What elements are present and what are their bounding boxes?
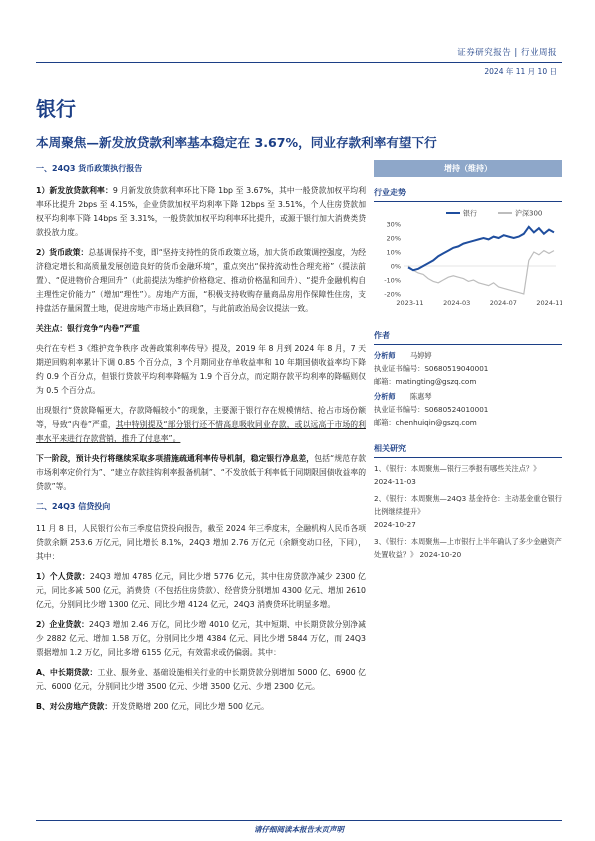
- cert-number: S0680519040001: [424, 364, 489, 373]
- text-loan-rate: 9 月新发放贷款利率环比下降 1bp 至 3.67%，其中一般贷款加权平均利率环比提升 2bps 至 4.15%，企业贷款加权平均利率下降 12bps 至 3.51%，个人住房贷款加权平均利率下降 14bps 至 3.31%，一般贷款加权平均利率环比提升，或源于银行加大消费类贷款投放力度。: [36, 186, 366, 237]
- analyst-name: 马婷婷: [410, 351, 432, 360]
- authors-heading: 作者: [374, 320, 562, 345]
- text-involution: 出现银行“贷款降幅更大，存款降幅较小”的现象，主要源于银行存在规模情结、抢占市场份额等，导致“内卷”严重，: [36, 406, 366, 429]
- text-outlook: 包括“规范存款市场利率定价行为”、“建立存款挂钩利率报备机制”、“不发放低于利率低于同期限国债收益率的贷款”等。: [36, 454, 366, 491]
- cert-label: 执业证书编号：: [374, 364, 425, 373]
- y-tick-label: 30%: [386, 220, 401, 229]
- cert-number: S0680524010001: [424, 405, 489, 414]
- paragraph-loan-rate: [36, 184, 366, 240]
- analyst-1: [374, 349, 562, 388]
- text-real-estate-loans: 开发贷略增 200 亿元，同比少增 500 亿元。: [112, 702, 269, 711]
- related-item[interactable]: [374, 462, 562, 488]
- paragraph-outlook: [36, 452, 366, 494]
- analyst-role: 分析师: [374, 351, 396, 360]
- y-tick-label: -20%: [384, 290, 401, 299]
- analyst-email-link[interactable]: chenhuiqin@gszq.com: [395, 418, 477, 427]
- x-tick-label: 2024-07: [489, 299, 517, 307]
- related-title[interactable]: 2、《银行：本周聚焦—24Q3 基金持仓：主动基金重仓银行比例继续提升》: [374, 494, 562, 516]
- related-title[interactable]: 3、《银行：本周聚焦—上市银行上半年确认了多少金融资产处置收益？》: [374, 537, 562, 559]
- y-tick-label: 0%: [390, 262, 401, 271]
- analyst-email-link[interactable]: matingting@gszq.com: [395, 377, 477, 386]
- analyst-1-email-row[interactable]: [374, 375, 562, 388]
- analyst-2: [374, 390, 562, 429]
- x-tick-label: 2023-11: [396, 299, 424, 307]
- lead-outlook: 下一阶段，预计央行将继续采取多项措施疏通利率传导机制，稳定银行净息差，: [36, 454, 315, 463]
- lead-personal-loans: 1）个人贷款：: [36, 572, 90, 581]
- text-long-term-loans: 工业、服务业、基础设施相关行业的中长期贷款分别增加 5000 亿、6900 亿元、6000 亿元，分别同比少增 3500 亿元、少增 3500 亿元、少增 2300 亿元。: [36, 668, 366, 691]
- section-heading-monetary-policy: 一、24Q3 货币政策执行报告: [36, 164, 143, 173]
- text-monetary-policy: 总基调保持不变，即“坚持支持性的货币政策立场，加大货币政策调控强度，为经济稳定增长和高质量发展创造良好的货币金融环境”，重点突出“保持流动性合理充裕”（提法前置）、“促进物价合理回升”（此前提法为维护价格稳定、推动价格温和回升）、“提升金融机构自主理性定价能力”（增加“理性”）。房地产方面，“积极支持收购存量商品房用作保障性住房，支持盘活存量闲置土地，促进房地产市场止跌回稳”，与此前政治局会议提法一致。: [36, 248, 366, 313]
- lead-monetary-policy: 2）货币政策：: [36, 248, 89, 257]
- series-line-csi300: [408, 251, 554, 294]
- header-divider: [36, 62, 562, 63]
- analyst-2-email-row[interactable]: [374, 416, 562, 429]
- main-body: [36, 160, 366, 720]
- email-label: 邮箱：: [374, 377, 396, 386]
- lead-loan-rate: 1）新发放贷款利率：: [36, 186, 113, 195]
- cert-label: 执业证书编号：: [374, 405, 425, 414]
- analyst-name: 陈惠琴: [410, 392, 432, 401]
- paragraph-credit-total: 11 月 8 日，人民银行公布三季度信贷投向报告，截至 2024 年三季度末，全融机构人民币各项贷款余额 253.6 万亿元，同比增长 8.1%，24Q3 增加 2.76 万亿元（余额变动口径，下同），其中：: [36, 524, 366, 561]
- related-date: 2024-10-27: [374, 520, 416, 529]
- section-heading-credit: 二、24Q3 信贷投向: [36, 502, 111, 511]
- related-date: 2024-11-03: [374, 477, 416, 486]
- analyst-1-name-row: [374, 349, 562, 362]
- trend-heading: 行业走势: [374, 177, 562, 202]
- analyst-1-cert-row: [374, 362, 562, 375]
- paragraph-monetary-policy: [36, 246, 366, 316]
- industry-trend-chart: [374, 206, 562, 312]
- paragraph-long-term-loans: [36, 666, 366, 694]
- x-tick-label: 2024-11: [536, 299, 562, 307]
- paragraph-rate-transmission: 央行在专栏 3《维护竞争秩序 改善政策利率传导》提及，2019 年 8 月到 2024 年 8 月，7 天期逆回购利率累计下调 0.85 个百分点，3 个月期同业存单收益率和 10 年期国债收益率均下降约 0.9 个百分点，但银行贷款平均利率降幅为 1.9 个百分点，而定期存款平均利率的降幅则仅为 0.5 个百分点。: [36, 344, 366, 395]
- analyst-role: 分析师: [374, 392, 396, 401]
- text-corporate-loans: 24Q3 增加 2.46 万亿，同比少增 4010 亿元，其中短期、中长期贷款分别净减少 2882 亿元、增加 1.58 万亿，分别同比少增 4384 亿元、同比少增 5844 万亿，而 24Q3 票据增加 1.2 万亿，同比多增 6155 亿元，有效需求或仍偏弱。其中：: [36, 620, 366, 657]
- report-type-tags: 证券研究报告 | 行业周报: [457, 48, 557, 58]
- paragraph-personal-loans: [36, 570, 366, 612]
- legend-label: 沪深300: [515, 209, 543, 218]
- y-tick-label: 20%: [386, 234, 401, 243]
- rating-badge: 增持（维持）: [374, 160, 562, 177]
- y-tick-label: 10%: [386, 248, 401, 257]
- x-tick-label: 2024-03: [443, 299, 471, 307]
- paragraph-involution: [36, 404, 366, 446]
- footer-disclaimer: 请仔细阅读本报告末页声明: [36, 820, 562, 835]
- y-tick-label: -10%: [384, 276, 401, 285]
- analyst-2-cert-row: [374, 403, 562, 416]
- sidebar: [374, 160, 562, 565]
- related-date: 2024-10-20: [419, 550, 462, 559]
- legend-label: 银行: [463, 209, 477, 218]
- focus-title: 关注点：银行竞争“内卷”严重: [36, 324, 140, 333]
- paragraph-corporate-loans: [36, 618, 366, 660]
- focus-heading: [36, 322, 366, 336]
- related-item[interactable]: [374, 535, 562, 561]
- related-item[interactable]: [374, 492, 562, 531]
- analyst-2-name-row: [374, 390, 562, 403]
- series-line-bank: [408, 227, 554, 270]
- paragraph-real-estate-loans: [36, 700, 366, 714]
- text-personal-loans: 24Q3 增加 4785 亿元，同比少增 5776 亿元，其中住房贷款净减少 2300 亿元，同比多减 500 亿元，消费贷（不包括住房贷款）、经营贷分别增加 4300 亿元、增加 2610 亿元，分别同比少增 1300 亿元、同比少增 4124 亿元，24Q3 消费贷环比明显多增。: [36, 572, 366, 609]
- lead-long-term-loans: A、中长期贷款：: [36, 668, 98, 677]
- related-title[interactable]: 1、《银行：本周聚焦—银行三季报有哪些关注点？》: [374, 464, 541, 473]
- sector-title: 银行: [36, 97, 76, 121]
- lead-real-estate-loans: B、对公房地产贷款：: [36, 702, 113, 711]
- email-label: 邮箱：: [374, 418, 396, 427]
- lead-corporate-loans: 2）企业贷款：: [36, 620, 90, 629]
- underlined-quote: 其中特别提及“部分银行还不惜高息吸收同业存款，或以远高于市场的利率水平来进行存款营销，推升了付息率”。: [36, 420, 366, 443]
- report-date: 2024 年 11 月 10 日: [484, 67, 557, 76]
- related-heading: 相关研究: [374, 433, 562, 458]
- report-headline: 本周聚焦—新发放贷款利率基本稳定在 3.67%，同业存款利率有望下行: [36, 135, 437, 150]
